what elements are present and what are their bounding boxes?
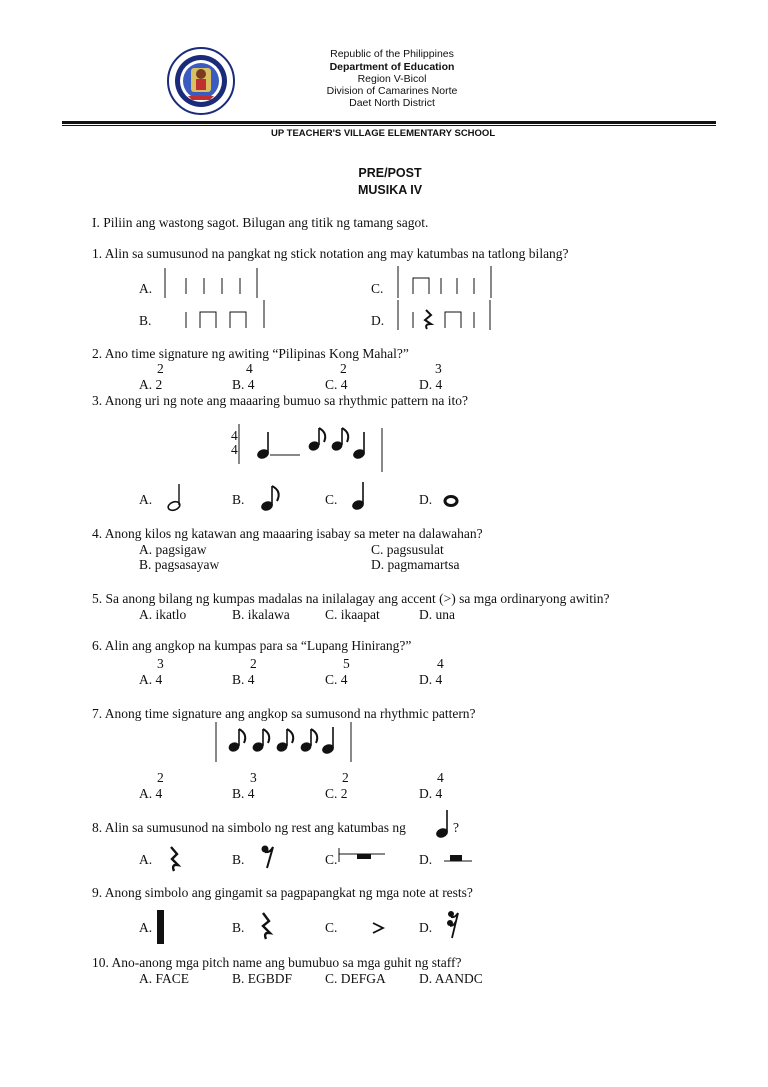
header-line-2: Department of Education — [329, 61, 455, 73]
q2-top-a: 2 — [157, 361, 164, 376]
q3-opt-a: A. — [139, 492, 153, 507]
q1-text: 1. Alin sa sumusunod na pangkat ng stick notation ang may katumbas na tatlong bilang? — [92, 246, 569, 261]
q8-opt-a: A. — [139, 852, 153, 867]
q3-timesig-bottom: 4 — [231, 442, 238, 457]
exam-subject: MUSIKA IV — [357, 183, 423, 197]
q3-timesig-top: 4 — [231, 428, 238, 443]
eighth-note-icon — [259, 484, 283, 514]
q1-opt-c: C. — [371, 281, 384, 296]
q5-opt-b: B. ikalawa — [232, 607, 290, 622]
q7-rhythmic-pattern — [214, 722, 364, 764]
q9-text: 9. Anong simbolo ang gingamit sa pagpapangkat ng mga note at rests? — [92, 885, 473, 900]
q3-opt-b: B. — [232, 492, 245, 507]
q1-stick-notation-a — [160, 268, 270, 298]
quarter-note-icon — [350, 480, 370, 512]
q5-text: 5. Sa anong bilang ng kumpas madalas na inilalagay ang accent (>) sa mga ordinaryong awitin? — [92, 591, 610, 606]
q8-opt-b: B. — [232, 852, 245, 867]
q1-opt-b: B. — [139, 313, 152, 328]
q7-opt-c: C. 2 — [325, 786, 348, 801]
q4-text: 4. Anong kilos ng katawan ang maaaring isabay sa meter na dalawahan? — [92, 526, 483, 541]
q4-opt-d: D. pagmamartsa — [371, 557, 460, 572]
q2-opt-b: B. 4 — [232, 377, 255, 392]
q7-top-d: 4 — [437, 770, 444, 785]
q6-opt-b: B. 4 — [232, 672, 255, 687]
q7-opt-a: A. 4 — [139, 786, 163, 801]
quarter-rest-icon — [259, 912, 275, 940]
quarter-rest-icon — [167, 846, 183, 872]
q5-opt-d: D. una — [419, 607, 455, 622]
q2-opt-d: D. 4 — [419, 377, 443, 392]
header-rule-thin — [62, 125, 716, 126]
q6-top-a: 3 — [157, 656, 164, 671]
q1-stick-notation-b — [160, 300, 270, 330]
q7-text: 7. Anong time signature ang angkop sa sumusond na rhythmic pattern? — [92, 706, 476, 721]
whole-note-icon — [444, 494, 462, 508]
header-line-5: Daet North District — [349, 97, 435, 109]
q10-opt-a: A. FACE — [139, 971, 190, 986]
q10-opt-c: C. DEFGA — [325, 971, 386, 986]
q7-top-c: 2 — [342, 770, 349, 785]
q7-top-a: 2 — [157, 770, 164, 785]
q1-opt-d: D. — [371, 313, 385, 328]
header-line-1: Republic of the Philippines — [330, 48, 454, 60]
q1-stick-notation-d — [393, 300, 503, 332]
school-name: UP TEACHER'S VILLAGE ELEMENTARY SCHOOL — [271, 128, 496, 139]
q2-opt-c: C. 4 — [325, 377, 348, 392]
q3-opt-d: D. — [419, 492, 433, 507]
header-line-4: Division of Camarines Norte — [326, 85, 458, 97]
exam-title: PRE/POST — [358, 166, 422, 180]
whole-rest-icon — [337, 848, 387, 868]
q6-top-b: 2 — [250, 656, 257, 671]
q7-opt-b: B. 4 — [232, 786, 255, 801]
q8-opt-d: D. — [419, 852, 433, 867]
q1-stick-notation-c — [393, 266, 503, 300]
half-note-icon — [166, 482, 186, 512]
header-rule — [62, 121, 716, 124]
q4-opt-c: C. pagsusulat — [371, 542, 444, 557]
accent-icon — [371, 921, 385, 935]
quarter-note-icon — [434, 808, 454, 838]
q2-opt-a: A. 2 — [139, 377, 163, 392]
header-line-3: Region V-Bicol — [357, 73, 427, 85]
q3-opt-c: C. — [325, 492, 338, 507]
q10-text: 10. Ano-anong mga pitch name ang bumubuo sa mga guhit ng staff? — [92, 955, 462, 970]
q1-opt-a: A. — [139, 281, 153, 296]
eighth-rest-icon — [258, 844, 278, 870]
q2-top-c: 2 — [340, 361, 347, 376]
q4-opt-a: A. pagsigaw — [139, 542, 207, 557]
q9-opt-a: A. — [139, 920, 153, 935]
q2-top-d: 3 — [435, 361, 442, 376]
q6-top-d: 4 — [437, 656, 444, 671]
q8-question-mark: ? — [453, 820, 459, 835]
q8-opt-c: C. — [325, 852, 338, 867]
half-rest-icon — [436, 852, 476, 872]
q5-opt-a: A. ikatlo — [139, 607, 187, 622]
q9-opt-b: B. — [232, 920, 245, 935]
q6-opt-d: D. 4 — [419, 672, 443, 687]
q6-opt-c: C. 4 — [325, 672, 348, 687]
q9-opt-c: C. — [325, 920, 338, 935]
q6-top-c: 5 — [343, 656, 350, 671]
q4-opt-b: B. pagsasayaw — [139, 557, 220, 572]
q3-text: 3. Anong uri ng note ang maaaring bumuo sa rhythmic pattern na ito? — [92, 393, 469, 408]
q7-top-b: 3 — [250, 770, 257, 785]
sixteenth-rest-icon — [445, 910, 463, 940]
instruction: I. Piliin ang wastong sagot. Bilugan ang titik ng tamang sagot. — [92, 215, 429, 230]
q8-text: 8. Alin sa sumusunod na simbolo ng rest ang katumbas ng — [92, 820, 406, 835]
q10-opt-d: D. AANDC — [419, 971, 483, 986]
q7-opt-d: D. 4 — [419, 786, 443, 801]
q5-opt-c: C. ikaapat — [325, 607, 380, 622]
q3-rhythmic-pattern — [236, 424, 416, 474]
q2-top-b: 4 — [246, 361, 253, 376]
q10-opt-b: B. EGBDF — [232, 971, 293, 986]
deped-seal — [166, 46, 236, 116]
q6-opt-a: A. 4 — [139, 672, 163, 687]
q2-text: 2. Ano time signature ng awiting “Pilipinas Kong Mahal?” — [92, 346, 409, 361]
bar-line-icon — [156, 910, 166, 944]
q6-text: 6. Alin ang angkop na kumpas para sa “Lupang Hinirang?” — [92, 638, 412, 653]
q9-opt-d: D. — [419, 920, 433, 935]
